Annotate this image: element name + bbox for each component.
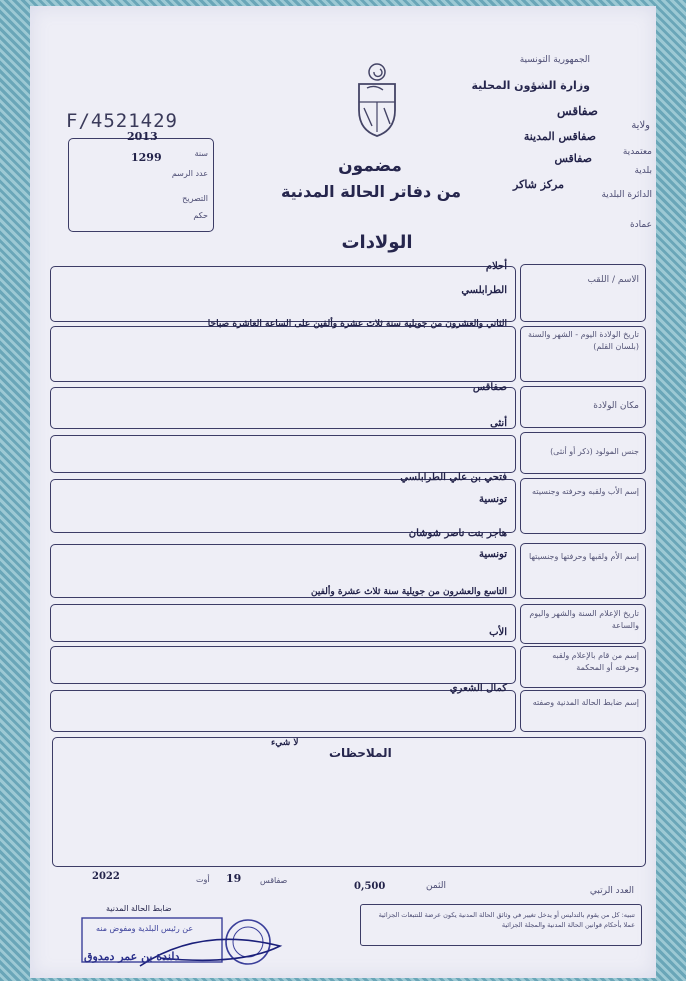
mother-nationality-value: تونسية bbox=[478, 549, 507, 560]
value-box-sex bbox=[50, 435, 516, 473]
label-box-mother bbox=[520, 543, 646, 599]
row-label: جنس المولود (ذكر أو أنثى) bbox=[550, 447, 639, 456]
label-box-birth-place bbox=[520, 386, 646, 428]
baladiya-label: بلدية bbox=[634, 166, 652, 176]
value-box-declarant bbox=[50, 646, 516, 684]
mother-name-value: هاجر بنت ناصر شوشان bbox=[408, 528, 507, 539]
declarant-value: الأب bbox=[489, 627, 507, 638]
last-name-value: الطرابلسي bbox=[461, 285, 507, 296]
row-label: مكان الولادة bbox=[593, 401, 639, 411]
row-label: إسم ضابط الحالة المدنية وصفته bbox=[532, 698, 639, 707]
official-stamp bbox=[80, 910, 300, 981]
notice-box bbox=[360, 904, 642, 946]
row-label: الاسم / اللقب bbox=[587, 275, 639, 285]
day-value: 19 bbox=[226, 872, 242, 885]
value-box-father bbox=[50, 472, 516, 539]
number-label: عدد الرسم bbox=[171, 169, 208, 178]
document-title: مضمون bbox=[338, 156, 402, 176]
price-value: 0,500 bbox=[354, 881, 386, 892]
declaration-date-value: التاسع والعشرون من جويلية سنة ثلاث عشرة وألفين bbox=[311, 587, 507, 597]
notice-text: تنبيه: كل من يقوم بالتدليس أو يدخل تغيير في وثائق الحالة المدنية يكون عرضة للتتبعات الجزائية عملا بأحكام قوانين الحالة المدنية والمجلة الجزائية bbox=[378, 911, 635, 929]
stamp-text: عن رئيس البلدية ومفوض منه bbox=[96, 924, 194, 933]
coat-of-arms-icon bbox=[352, 62, 402, 144]
row-label: إسم الأب ولقبه وحرفته وجنسيته bbox=[531, 487, 639, 496]
ministry-name: وزارة الشؤون المحلية bbox=[471, 79, 590, 92]
value-box-birth-date bbox=[50, 319, 516, 382]
value-box-declaration-date bbox=[50, 604, 516, 642]
row-label: إسم من قام بالإعلام ولقبه وحرفته أو المحكمة bbox=[552, 651, 639, 672]
wilaya-value: صفاقس bbox=[557, 104, 598, 118]
value-box-mother bbox=[50, 544, 516, 598]
father-nationality-value: تونسية bbox=[478, 494, 507, 505]
row-label: تاريخ الإعلام السنة والشهر واليوم والساعة bbox=[529, 609, 639, 630]
mutamadiya-value: صفاقس المدينة bbox=[523, 130, 596, 143]
serial-number: F/4521429 bbox=[66, 110, 178, 132]
first-name-value: أحلام bbox=[485, 261, 507, 272]
declaration-label: التصريح bbox=[182, 194, 208, 203]
father-name-value: فتحي بن علي الطرابلسي bbox=[400, 472, 507, 483]
label-box-declarant bbox=[520, 646, 646, 688]
year-label: سنة bbox=[194, 149, 208, 158]
label-box-birth-date bbox=[520, 326, 646, 382]
value-box-birth-place bbox=[50, 382, 516, 429]
fiscal-label: العدد الرتبي bbox=[589, 886, 634, 896]
label-box-declaration-date bbox=[520, 604, 646, 644]
birth-place-value: صفاقس bbox=[472, 382, 507, 393]
label-box-father bbox=[520, 478, 646, 534]
officer-title: ضابط الحالة المدنية bbox=[106, 904, 172, 913]
document-subtitle: الولادات bbox=[341, 232, 413, 253]
baladiya-value: صفاقس bbox=[554, 152, 592, 165]
registration-box bbox=[68, 130, 214, 232]
value-box-name bbox=[50, 261, 516, 322]
imada-label: عمادة bbox=[629, 220, 652, 230]
notes-box bbox=[52, 737, 646, 867]
year-value: 2013 bbox=[127, 130, 158, 143]
notes-value: لا شيء bbox=[271, 738, 299, 748]
wilaya-label: ولاية bbox=[631, 120, 650, 131]
month-value: أوت bbox=[196, 875, 210, 884]
officer-name-value: كمال الشعري bbox=[449, 683, 507, 694]
value-box-officer bbox=[50, 683, 516, 732]
number-value: 1299 bbox=[131, 151, 162, 164]
year-value: 2022 bbox=[92, 871, 120, 882]
place-value: صفاقس bbox=[260, 876, 288, 885]
label-box-name bbox=[520, 264, 646, 322]
label-box-sex bbox=[520, 432, 646, 474]
sex-value: أنثى bbox=[490, 418, 507, 429]
daira-label: الدائرة البلدية bbox=[601, 190, 652, 200]
signature-name: دلندة بن عمر دمدوق bbox=[84, 950, 180, 963]
judgment-label: حكم bbox=[193, 211, 208, 220]
mutamadiya-label: معتمدية bbox=[622, 147, 652, 157]
country-name: الجمهورية التونسية bbox=[519, 55, 590, 65]
paper-sheet bbox=[30, 6, 656, 978]
row-label: تاريخ الولادة اليوم - الشهر والسنة (بلسان القلم) bbox=[527, 330, 639, 351]
birth-date-value: الثاني والعشرون من جويلية سنة ثلاث عشرة وألفين على الساعة العاشرة صباحا bbox=[207, 319, 507, 329]
notes-label: الملاحظات bbox=[329, 746, 392, 760]
daira-value: مركز شاكر bbox=[513, 178, 564, 191]
price-label: الثمن bbox=[426, 881, 447, 891]
row-label: إسم الأم ولقبها وحرفتها وجنسيتها bbox=[529, 552, 639, 561]
document-title-line2: من دفاتر الحالة المدنية bbox=[280, 182, 462, 201]
label-box-officer bbox=[520, 690, 646, 732]
